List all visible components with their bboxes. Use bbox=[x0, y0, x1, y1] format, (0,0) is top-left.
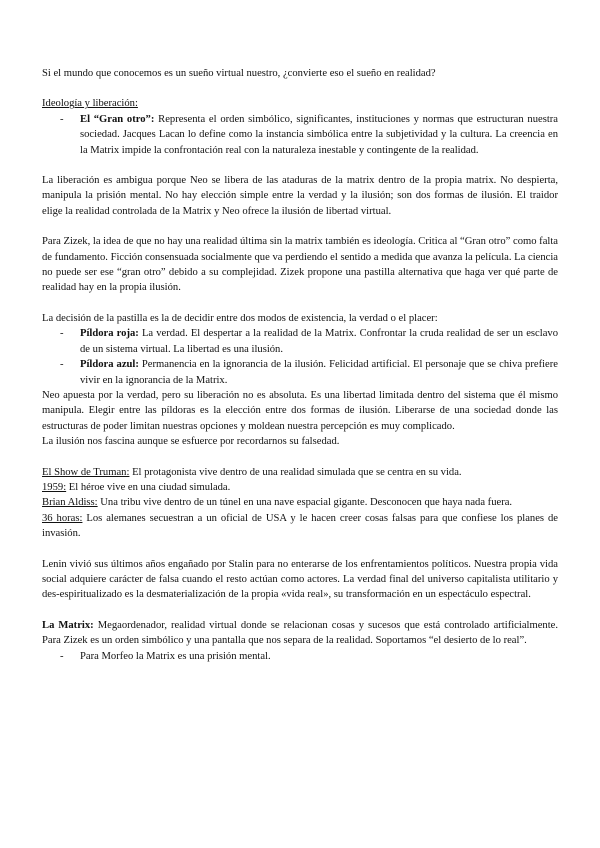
paragraph-liberacion: La liberación es ambigua porque Neo se libera de las ataduras de la matrix dentro de la propia matrix. No despierta, manipula la prisión mental. No hay elección simple entre la verdad y la ilusión; son dos formas de ilusión. El traidor elige la realidad controlada de la Matrix y Neo ofrece la ilusión de libertad virtual. bbox=[42, 175, 558, 217]
film-entry bbox=[42, 511, 558, 542]
intro-question: Si el mundo que conocemos es un sueño virtual nuestro, ¿convierte eso el sueño en realidad? bbox=[42, 68, 436, 79]
film-title: 1959: bbox=[42, 481, 67, 493]
film-title: Brian Aldiss: bbox=[42, 497, 98, 509]
film-description: El protagonista vive dentro de una realidad simulada que se centra en su vida. bbox=[129, 466, 462, 478]
films-list bbox=[42, 465, 558, 542]
film-description: Los alemanes secuestran a un oficial de USA y le hacen creer cosas falsas para que confiese los planes de invasión. bbox=[42, 512, 558, 540]
ideologia-list bbox=[42, 112, 558, 158]
matrix-list bbox=[42, 649, 558, 664]
term-pildora-roja: Píldora roja: bbox=[80, 328, 139, 340]
list-item-morfeo: - Para Morfeo la Matrix es una prisión mental. bbox=[80, 649, 558, 664]
list-item-pildora-roja bbox=[80, 326, 558, 357]
matrix-definition: Megaordenador, realidad virtual donde se relacionan cosas y sucesos que está controlado artificialmente. Para Zizek es un orden simbólico y una pantalla que nos separa de la realidad. Soportamos “el desierto de lo real”. bbox=[42, 619, 558, 647]
film-title: El Show de Truman: bbox=[42, 466, 130, 478]
paragraph-pastilla-intro: La decisión de la pastilla es la de decidir entre dos modos de existencia, la verdad o el placer: bbox=[42, 312, 438, 324]
list-item-gran-otro bbox=[80, 112, 558, 158]
term-gran-otro: El “Gran otro”: bbox=[80, 113, 155, 125]
term-matrix: La Matrix: bbox=[42, 619, 94, 631]
pastillas-list bbox=[42, 326, 558, 388]
film-description: Una tribu vive dentro de un túnel en una nave espacial gigante. Desconocen que haya nada fuera. bbox=[97, 497, 513, 509]
paragraph-lenin: Lenin vivió sus últimos años engañado por Stalin para no enterarse de los enfrentamientos políticos. Nuestra propia vida social adquiere carácter de falsa cuando el resto actúan como actores. La verdad final del universo capitalista utilitario y des-espiritualizado es la desmaterialización de la propia «vida real», su transformación en un espectáculo espectral. bbox=[42, 558, 558, 601]
film-entry bbox=[42, 495, 558, 510]
paragraph-matrix bbox=[42, 618, 558, 649]
paragraph-zizek: Para Zizek, la idea de que no hay una realidad última sin la matrix también es ideología. Critica al “Gran otro” como falta de fundamento. Ficción consensuada socialmente que va perdiendo el sentido a medida que avanza la película. La ciencia no puede ser ese “gran otro” debido a su complejidad. Zizek propone una pastilla alternativa que haga ver qué parte de realidad hay en la propia ilusión. bbox=[42, 236, 558, 294]
paragraph-neo-verdad: Neo apuesta por la verdad, pero su liberación no es absoluta. Es una libertad limitada dentro del sistema que él mismo manipula. Elegir entre las píldoras es la elección entre dos formas de ilusión. Liberarse de una sociedad donde las estructuras de poder limitan nuestras opciones y moldean nuestra percepción es muy complicado. bbox=[42, 389, 558, 432]
term-pildora-azul: Píldora azul: bbox=[80, 359, 139, 371]
film-entry bbox=[42, 465, 558, 480]
film-entry bbox=[42, 480, 558, 495]
list-item-pildora-azul bbox=[80, 357, 558, 388]
pildora-roja-text: La verdad. El despertar a la realidad de la Matrix. Confrontar la cruda realidad de ser un esclavo de un sistema virtual. La libertad es una ilusión. bbox=[80, 328, 558, 355]
film-description: El héroe vive en una ciudad simulada. bbox=[66, 481, 231, 493]
gran-otro-definition: Representa el orden simbólico, significantes, instituciones y normas que estructuran nuestra sociedad. Jacques Lacan lo define como la instancia simbólica entre la subjetividad y la cultura. La creencia en la Matrix impide la confrontación real con la naturaleza inestable y contingente de la realidad. bbox=[80, 113, 558, 156]
paragraph-ilusion: La ilusión nos fascina aunque se esfuerce por recordarnos su falsedad. bbox=[42, 436, 340, 448]
film-title: 36 horas: bbox=[42, 512, 83, 524]
section-heading-ideologia: Ideología y liberación: bbox=[42, 98, 138, 110]
pildora-azul-text: Permanencia en la ignorancia de la ilusión. Felicidad artificial. El personaje que se chiva prefiere vivir en la ignorancia de la Matrix. bbox=[80, 359, 558, 386]
